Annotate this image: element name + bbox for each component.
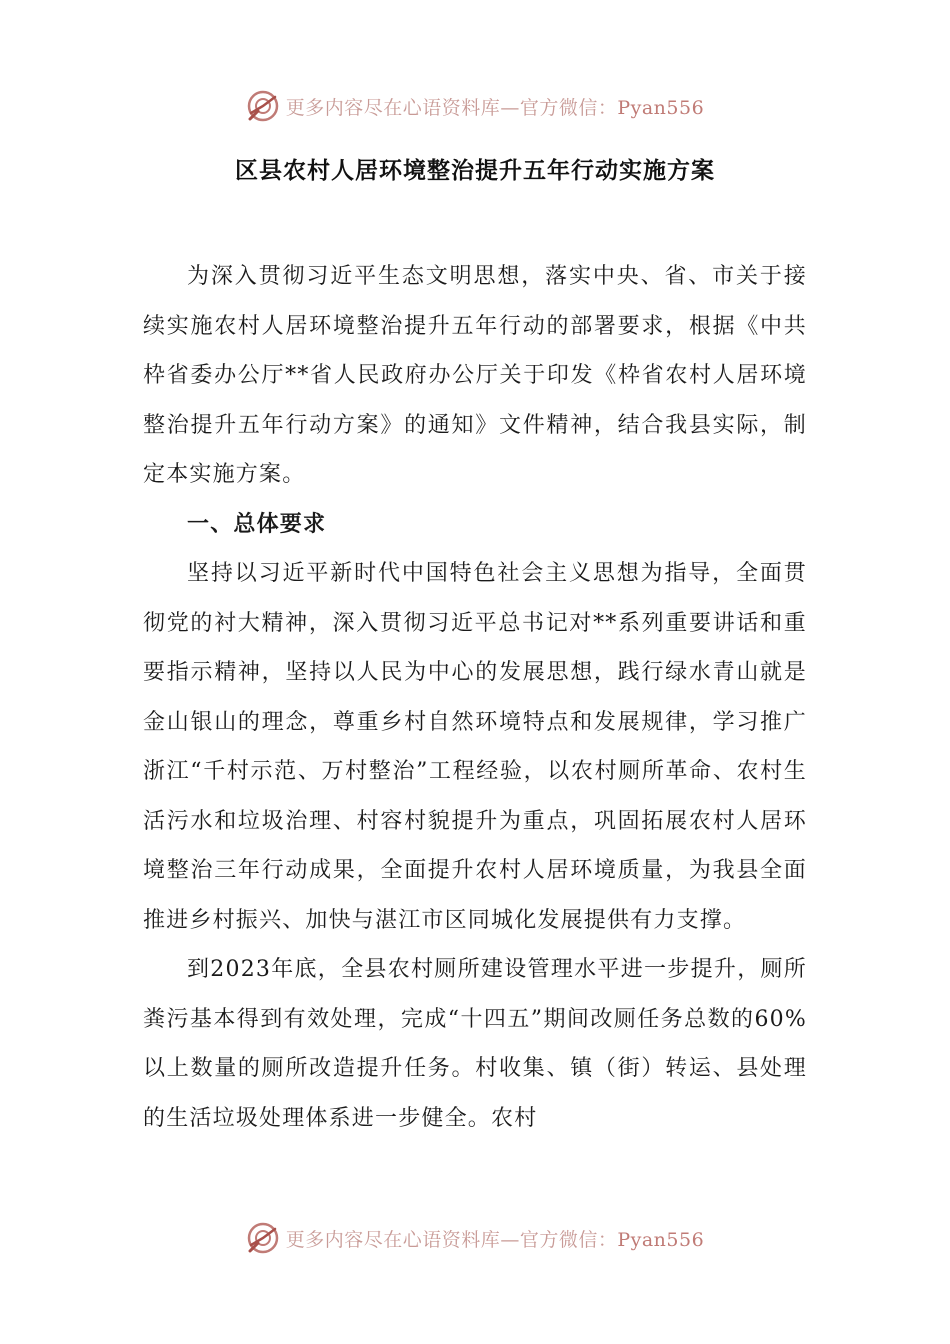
watermark-wechat-label: 官方微信： [519, 1228, 618, 1251]
watermark-brand: 更多内容尽在心语资料库 [285, 96, 501, 119]
intro-paragraph: 为深入贯彻习近平生态文明思想，落实中央、省、市关于接续实施农村人居环境整治提升五年行动的部署要求，根据《中共枠省委办公厅**省人民政府办公厅关于印发《枠省农村人居环境整治提升五年行动方案》的通知》文件精神，结合我县实际，制定本实施方案。 [143, 264, 807, 487]
document-body [143, 252, 807, 1143]
watermark-wechat-label: 官方微信： [519, 96, 618, 119]
watermark-text [286, 1225, 704, 1252]
watermark-wechat-id: Pyan556 [617, 96, 705, 119]
brand-logo-icon [246, 89, 280, 123]
watermark-footer [0, 1218, 950, 1258]
watermark-brand: 更多内容尽在心语资料库 [285, 1228, 501, 1251]
section-paragraph: 坚持以习近平新时代中国特色社会主义思想为指导，全面贯彻党的衬大精神，深入贯彻习近平总书记对**系列重要讲话和重要指示精神，坚持以人民为中心的发展思想，践行绿水青山就是金山银山的理念，尊重乡村自然环境特点和发展规律，学习推广浙江“千村示范、万村整治”工程经验，以农村厕所革命、农村生活污水和垃圾治理、村容村貌提升为重点，巩固拓展农村人居环境整治三年行动成果，全面提升农村人居环境质量，为我县全面推进乡村振兴、加快与湛江市区同城化发展提供有力支撑。 [143, 561, 807, 933]
brand-logo-icon [246, 1221, 280, 1255]
document-title: 区县农村人居环境整治提升五年行动实施方案 [235, 158, 715, 184]
watermark-text [286, 93, 704, 120]
watermark-wechat-id: Pyan556 [617, 1228, 705, 1251]
watermark-separator: — [500, 1228, 520, 1251]
watermark-header [0, 86, 950, 126]
section-heading: 一、总体要求 [187, 511, 327, 537]
section-paragraph-2: 到2023年底，全县农村厕所建设管理水平进一步提升，厕所粪污基本得到有效处理，完成“十四五”期间改厕任务总数的60%以上数量的厕所改造提升任务。村收集、镇（街）转运、县处理的生活垃圾处理体系进一步健全。农村 [143, 957, 807, 1131]
watermark-separator: — [500, 96, 520, 119]
